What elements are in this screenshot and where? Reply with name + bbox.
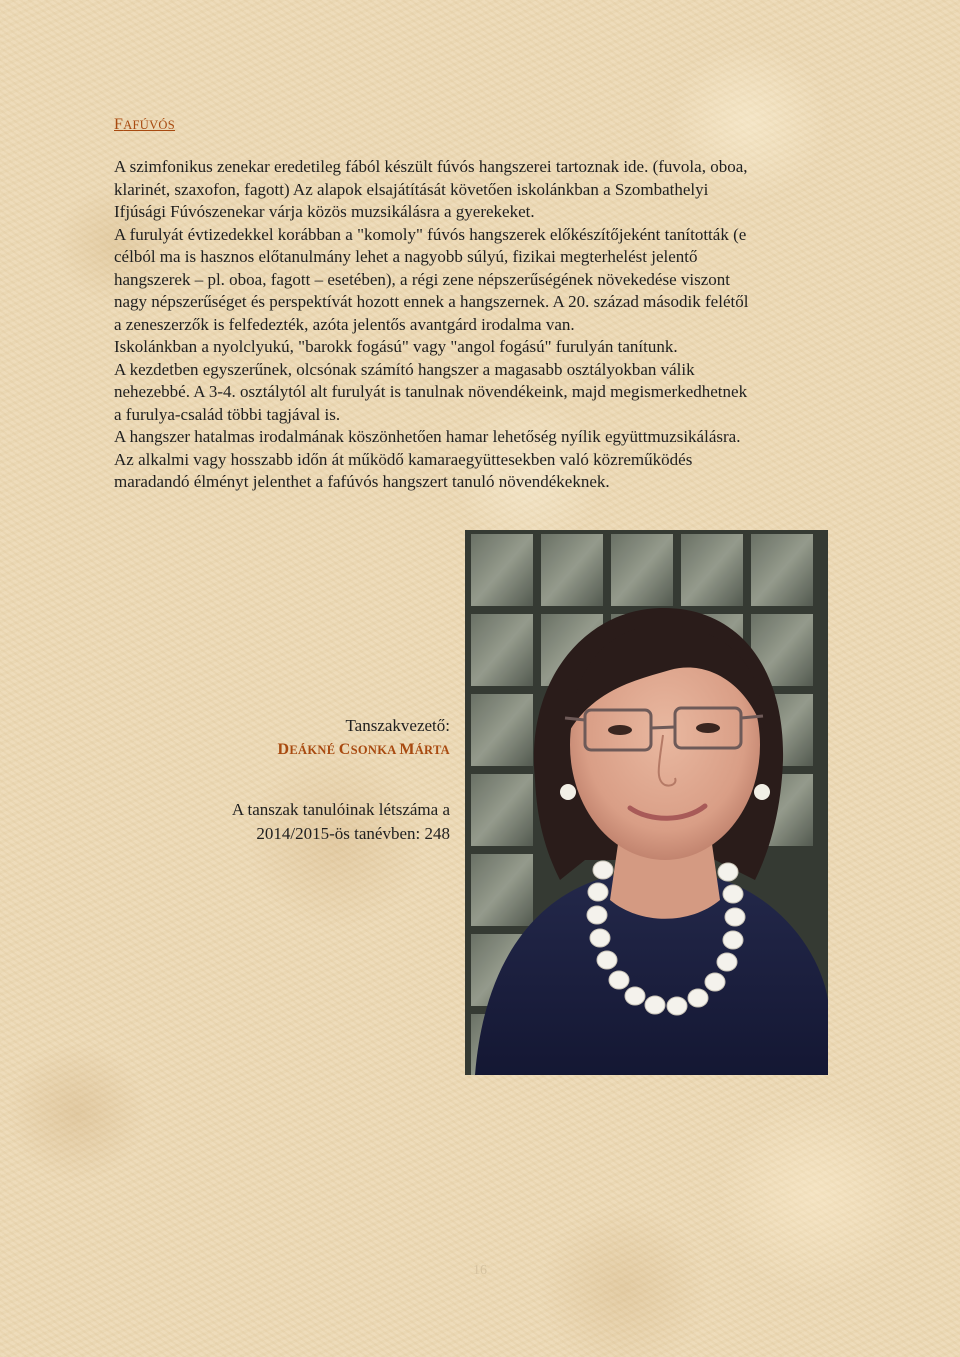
- name-part: ÁRTA: [414, 743, 450, 757]
- text-line: Ifjúsági Fúvószenekar várja közös muzsikálásra a gyerekeket.: [114, 202, 535, 221]
- department-head-caption: [232, 714, 450, 846]
- page-number: 16: [473, 1263, 487, 1278]
- text-line: hangszerek – pl. oboa, fagott – esetében), a régi zene népszerűségének növekedése viszont: [114, 269, 730, 289]
- text-line: a furulya-család többi tagjával is.: [114, 404, 341, 424]
- student-count-line1: A tanszak tanulóinak létszáma a: [231, 800, 450, 819]
- section-heading: [114, 116, 175, 134]
- name-initial: D: [277, 741, 290, 758]
- name-initial: C: [338, 741, 351, 758]
- text-line: nagy népszerűséget és perspektívát hozott ennek a hangszernek. A 20. század második felétől: [114, 292, 749, 311]
- body-text: [114, 156, 854, 494]
- text-line: célból ma is hasznos előtanulmány lehet a nagyobb súlyú, fizikai megterhelést jelentő: [114, 247, 698, 266]
- heading-first-letter: F: [114, 116, 124, 133]
- name-part: EÁKNÉ: [289, 743, 339, 757]
- text-line: A szimfonikus zenekar eredetileg fából készült fúvós hangszerei tartoznak ide. (fuvola, oboa,: [114, 157, 748, 176]
- heading-rest: AFÚVÓS: [123, 118, 176, 132]
- text-line: klarinét, szaxofon, fagott) Az alapok elsajátítását követően iskolánkban a Szombathelyi: [114, 179, 709, 199]
- name-initial: M: [399, 741, 415, 758]
- name-part: SONKA: [350, 743, 400, 757]
- text-line: maradandó élményt jelenthet a fafúvós hangszert tanuló növendékeknek.: [114, 472, 610, 491]
- text-line: a zeneszerzők is felfedezték, azóta jelentős avantgárd irodalma van.: [114, 314, 575, 334]
- student-count-line2: 2014/2015-ös tanévben: 248: [256, 824, 450, 843]
- text-line: Iskolánkban a nyolclyukú, "barokk fogású" vagy "angol fogású" furulyán tanítunk.: [114, 337, 678, 356]
- role-label: Tanszakvezető:: [345, 716, 450, 735]
- text-line: nehezebbé. A 3-4. osztálytól alt furulyát is tanulnak növendékeink, majd megismerkedhetnek: [114, 382, 748, 401]
- text-line: Az alkalmi vagy hosszabb időn át működő kamaraegyüttesekben való közreműködés: [114, 449, 693, 469]
- text-line: A hangszer hatalmas irodalmának köszönhetően hamar lehetőség nyílik együttmuzsikálásra.: [114, 427, 741, 446]
- text-line: A furulyát évtizedekkel korábban a "komoly" fúvós hangszerek előkészítőjeként tanították (e: [114, 224, 747, 244]
- portrait-photo: [465, 530, 828, 1075]
- department-head-name: [232, 738, 450, 762]
- portrait-illustration: [465, 530, 828, 1075]
- text-line: A kezdetben egyszerűnek, olcsónak számító hangszer a magasabb osztályokban válik: [114, 359, 695, 379]
